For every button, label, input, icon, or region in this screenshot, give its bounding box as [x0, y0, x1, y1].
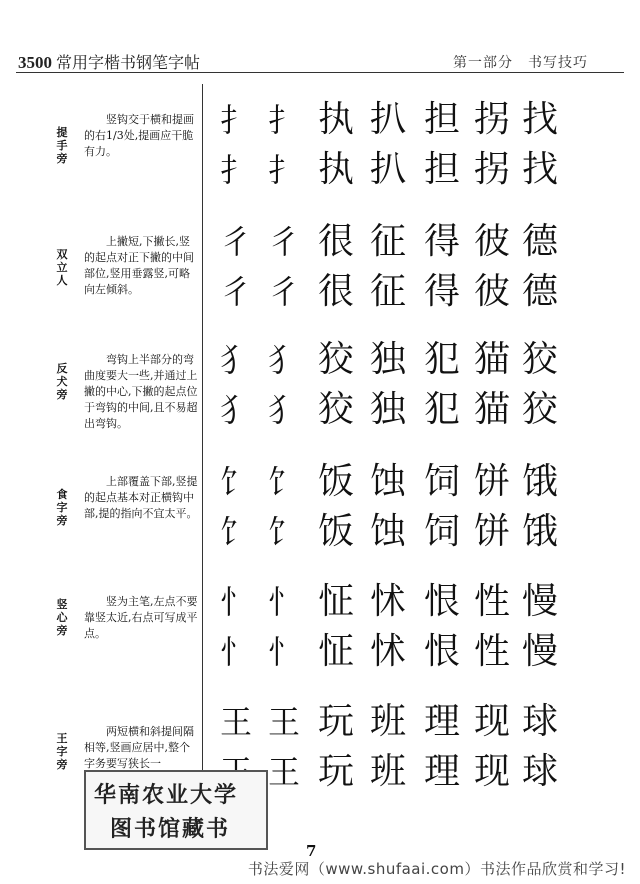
practice-character: 理 [423, 701, 460, 742]
practice-character: 征 [369, 221, 406, 262]
practice-character: 担 [423, 99, 460, 140]
practice-character: 王 [219, 703, 252, 741]
practice-character: 独 [369, 339, 406, 380]
practice-character: 很 [317, 221, 354, 262]
practice-character: 狡 [521, 339, 558, 380]
practice-character: 犭 [219, 341, 252, 379]
practice-character: 忄 [267, 583, 300, 621]
practice-character: 饣 [267, 463, 300, 501]
radical-description: 弯钩上半部分的弯曲度要大一些,并通过上撇的中心,下撇的起点位于弯钩的中间,且不易超出弯钩。 [84, 353, 198, 430]
book-title [18, 50, 200, 73]
practice-character: 犭 [219, 391, 252, 429]
practice-character: 饣 [219, 513, 252, 551]
practice-character: 蚀 [369, 511, 406, 552]
practice-character: 彳 [219, 273, 252, 311]
practice-character: 怵 [369, 631, 406, 672]
radical-name: 食字旁 [56, 488, 68, 527]
practice-character: 怔 [317, 631, 354, 672]
practice-character: 彳 [267, 223, 300, 261]
site-watermark: 书法爱网（www.shufaai.com）书法作品欣赏和学习! [247, 860, 626, 878]
practice-character: 球 [521, 701, 558, 742]
practice-character: 很 [317, 271, 354, 312]
radical-row [0, 338, 640, 438]
practice-character: 性 [473, 581, 510, 622]
practice-character: 扒 [369, 149, 406, 190]
practice-character: 饭 [317, 511, 354, 552]
practice-character: 猫 [473, 389, 510, 430]
library-stamp [84, 770, 268, 850]
practice-character: 狡 [521, 389, 558, 430]
radical-name: 双立人 [56, 248, 68, 287]
practice-character: 拐 [473, 149, 510, 190]
practice-character: 找 [521, 99, 558, 140]
practice-character: 执 [317, 99, 354, 140]
practice-character: 征 [369, 271, 406, 312]
radical-name: 反犬旁 [56, 362, 68, 401]
practice-character: 独 [369, 389, 406, 430]
practice-character: 蚀 [369, 461, 406, 502]
practice-character: 恨 [423, 581, 460, 622]
practice-character: 德 [521, 271, 558, 312]
practice-character: 现 [473, 701, 510, 742]
radical-description: 上部覆盖下部,竖提的起点基本对正横钩中部,提的指向不宜太平。 [84, 475, 198, 520]
practice-character: 王 [267, 753, 300, 791]
practice-character: 理 [423, 751, 460, 792]
radical-name: 王字旁 [56, 732, 68, 771]
practice-character: 彼 [473, 221, 510, 262]
practice-character: 找 [521, 149, 558, 190]
practice-character: 彳 [267, 273, 300, 311]
practice-character: 担 [423, 149, 460, 190]
practice-character: 扌 [267, 101, 300, 139]
practice-character: 犭 [267, 391, 300, 429]
book-number: 3500 [18, 53, 52, 72]
practice-character: 扒 [369, 99, 406, 140]
practice-character: 怔 [317, 581, 354, 622]
practice-character: 饼 [473, 511, 510, 552]
radical-row [0, 580, 640, 680]
stamp-line-1: 华南农业大学 [94, 782, 239, 808]
radical-row [0, 98, 640, 198]
stamp-line-2: 图书馆藏书 [110, 816, 231, 842]
practice-character: 慢 [521, 581, 558, 622]
practice-character: 恨 [423, 631, 460, 672]
practice-character: 球 [521, 751, 558, 792]
practice-character: 饣 [219, 463, 252, 501]
header-divider [16, 72, 624, 73]
practice-character: 饿 [521, 511, 558, 552]
practice-character: 得 [423, 221, 460, 262]
practice-character: 拐 [473, 99, 510, 140]
radical-description: 竖为主笔,左点不要靠竖太近,右点可写成平点。 [84, 595, 198, 640]
practice-character: 饲 [423, 511, 460, 552]
practice-character: 玩 [317, 701, 354, 742]
practice-character: 王 [267, 703, 300, 741]
practice-character: 怵 [369, 581, 406, 622]
practice-character: 狡 [317, 389, 354, 430]
practice-character: 饿 [521, 461, 558, 502]
radical-description: 上撇短,下撇长,竖的起点对正下撇的中间部位,竖用垂露竖,可略向左倾斜。 [84, 235, 194, 296]
practice-character: 饣 [267, 513, 300, 551]
practice-character: 犯 [423, 339, 460, 380]
practice-character: 德 [521, 221, 558, 262]
practice-character: 扌 [219, 151, 252, 189]
practice-character: 饭 [317, 461, 354, 502]
practice-character: 慢 [521, 631, 558, 672]
book-title-text: 常用字楷书钢笔字帖 [56, 53, 201, 72]
practice-character: 性 [473, 631, 510, 672]
practice-character: 得 [423, 271, 460, 312]
radical-description: 两短横和斜提间隔相等,竖画应居中,整个字务要写狭长一 [84, 725, 194, 770]
practice-character: 彳 [219, 223, 252, 261]
practice-character: 狡 [317, 339, 354, 380]
practice-character: 饲 [423, 461, 460, 502]
practice-character: 班 [369, 751, 406, 792]
practice-character: 执 [317, 149, 354, 190]
practice-character: 玩 [317, 751, 354, 792]
practice-character: 班 [369, 701, 406, 742]
practice-character: 扌 [267, 151, 300, 189]
page-number: 7 [306, 842, 317, 860]
radical-description: 竖钩交于横和提画的右1/3处,提画应干脆有力。 [84, 113, 194, 158]
radical-name: 提手旁 [56, 126, 68, 165]
practice-character: 彼 [473, 271, 510, 312]
practice-character: 忄 [219, 583, 252, 621]
practice-character: 扌 [219, 101, 252, 139]
practice-character: 饼 [473, 461, 510, 502]
section-title: 第一部分 书写技巧 [453, 55, 588, 71]
practice-character: 犭 [267, 341, 300, 379]
practice-character: 忄 [219, 633, 252, 671]
practice-character: 忄 [267, 633, 300, 671]
practice-character: 犯 [423, 389, 460, 430]
practice-character: 现 [473, 751, 510, 792]
radical-row [0, 460, 640, 560]
radical-row [0, 220, 640, 320]
practice-character: 猫 [473, 339, 510, 380]
radical-name: 竖心旁 [56, 598, 68, 637]
